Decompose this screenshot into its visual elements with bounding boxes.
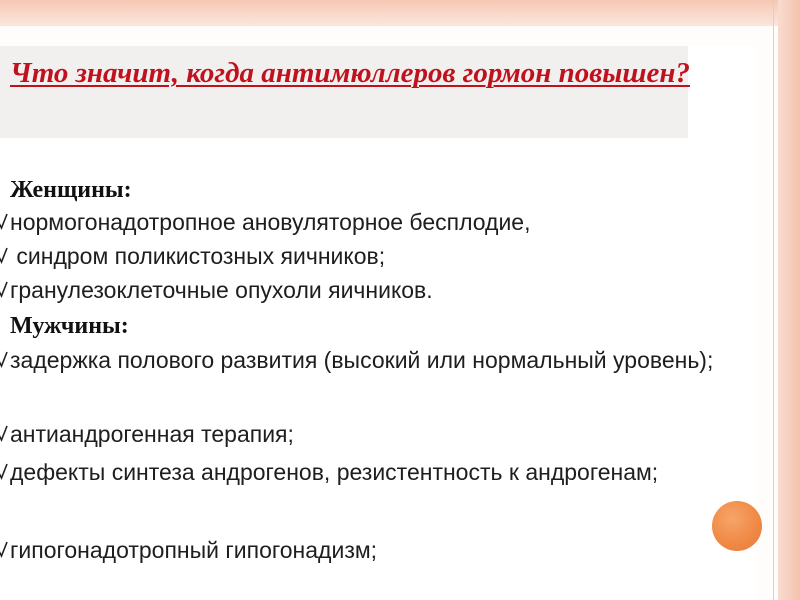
section-heading-men: Мужчины: — [10, 313, 129, 339]
list-item-men-2: антиандрогенная терапия; — [10, 421, 294, 447]
list-item-women-2: синдром поликистозных яичников; — [10, 243, 386, 269]
list-item-women-3: гранулезоклеточные опухоли яичников. — [10, 277, 433, 303]
check-icon — [0, 462, 8, 480]
check-icon — [0, 212, 8, 230]
list-item-men-3: дефекты синтеза андрогенов, резистентность к андрогенам; — [10, 459, 659, 485]
check-icon — [0, 246, 8, 264]
right-decor-strip — [778, 0, 800, 600]
check-icon — [0, 280, 8, 298]
slide-title: Что значит, когда антимюллеров гормон повышен? — [10, 57, 690, 89]
title-band — [0, 46, 688, 138]
check-icon — [0, 424, 8, 442]
top-decor-strip — [0, 0, 800, 26]
list-item-men-1: задержка полового развития (высокий или нормальный уровень); — [10, 347, 714, 373]
list-item-women-1: нормогонадотропное ановуляторное бесплодие, — [10, 209, 531, 235]
section-heading-women: Женщины: — [10, 177, 132, 203]
decorative-circle — [712, 501, 762, 551]
check-icon — [0, 540, 8, 558]
list-item-men-4: гипогонадотропный гипогонадизм; — [10, 537, 378, 563]
check-icon — [0, 350, 8, 368]
right-decor-line — [773, 0, 774, 600]
content-card — [0, 46, 756, 600]
